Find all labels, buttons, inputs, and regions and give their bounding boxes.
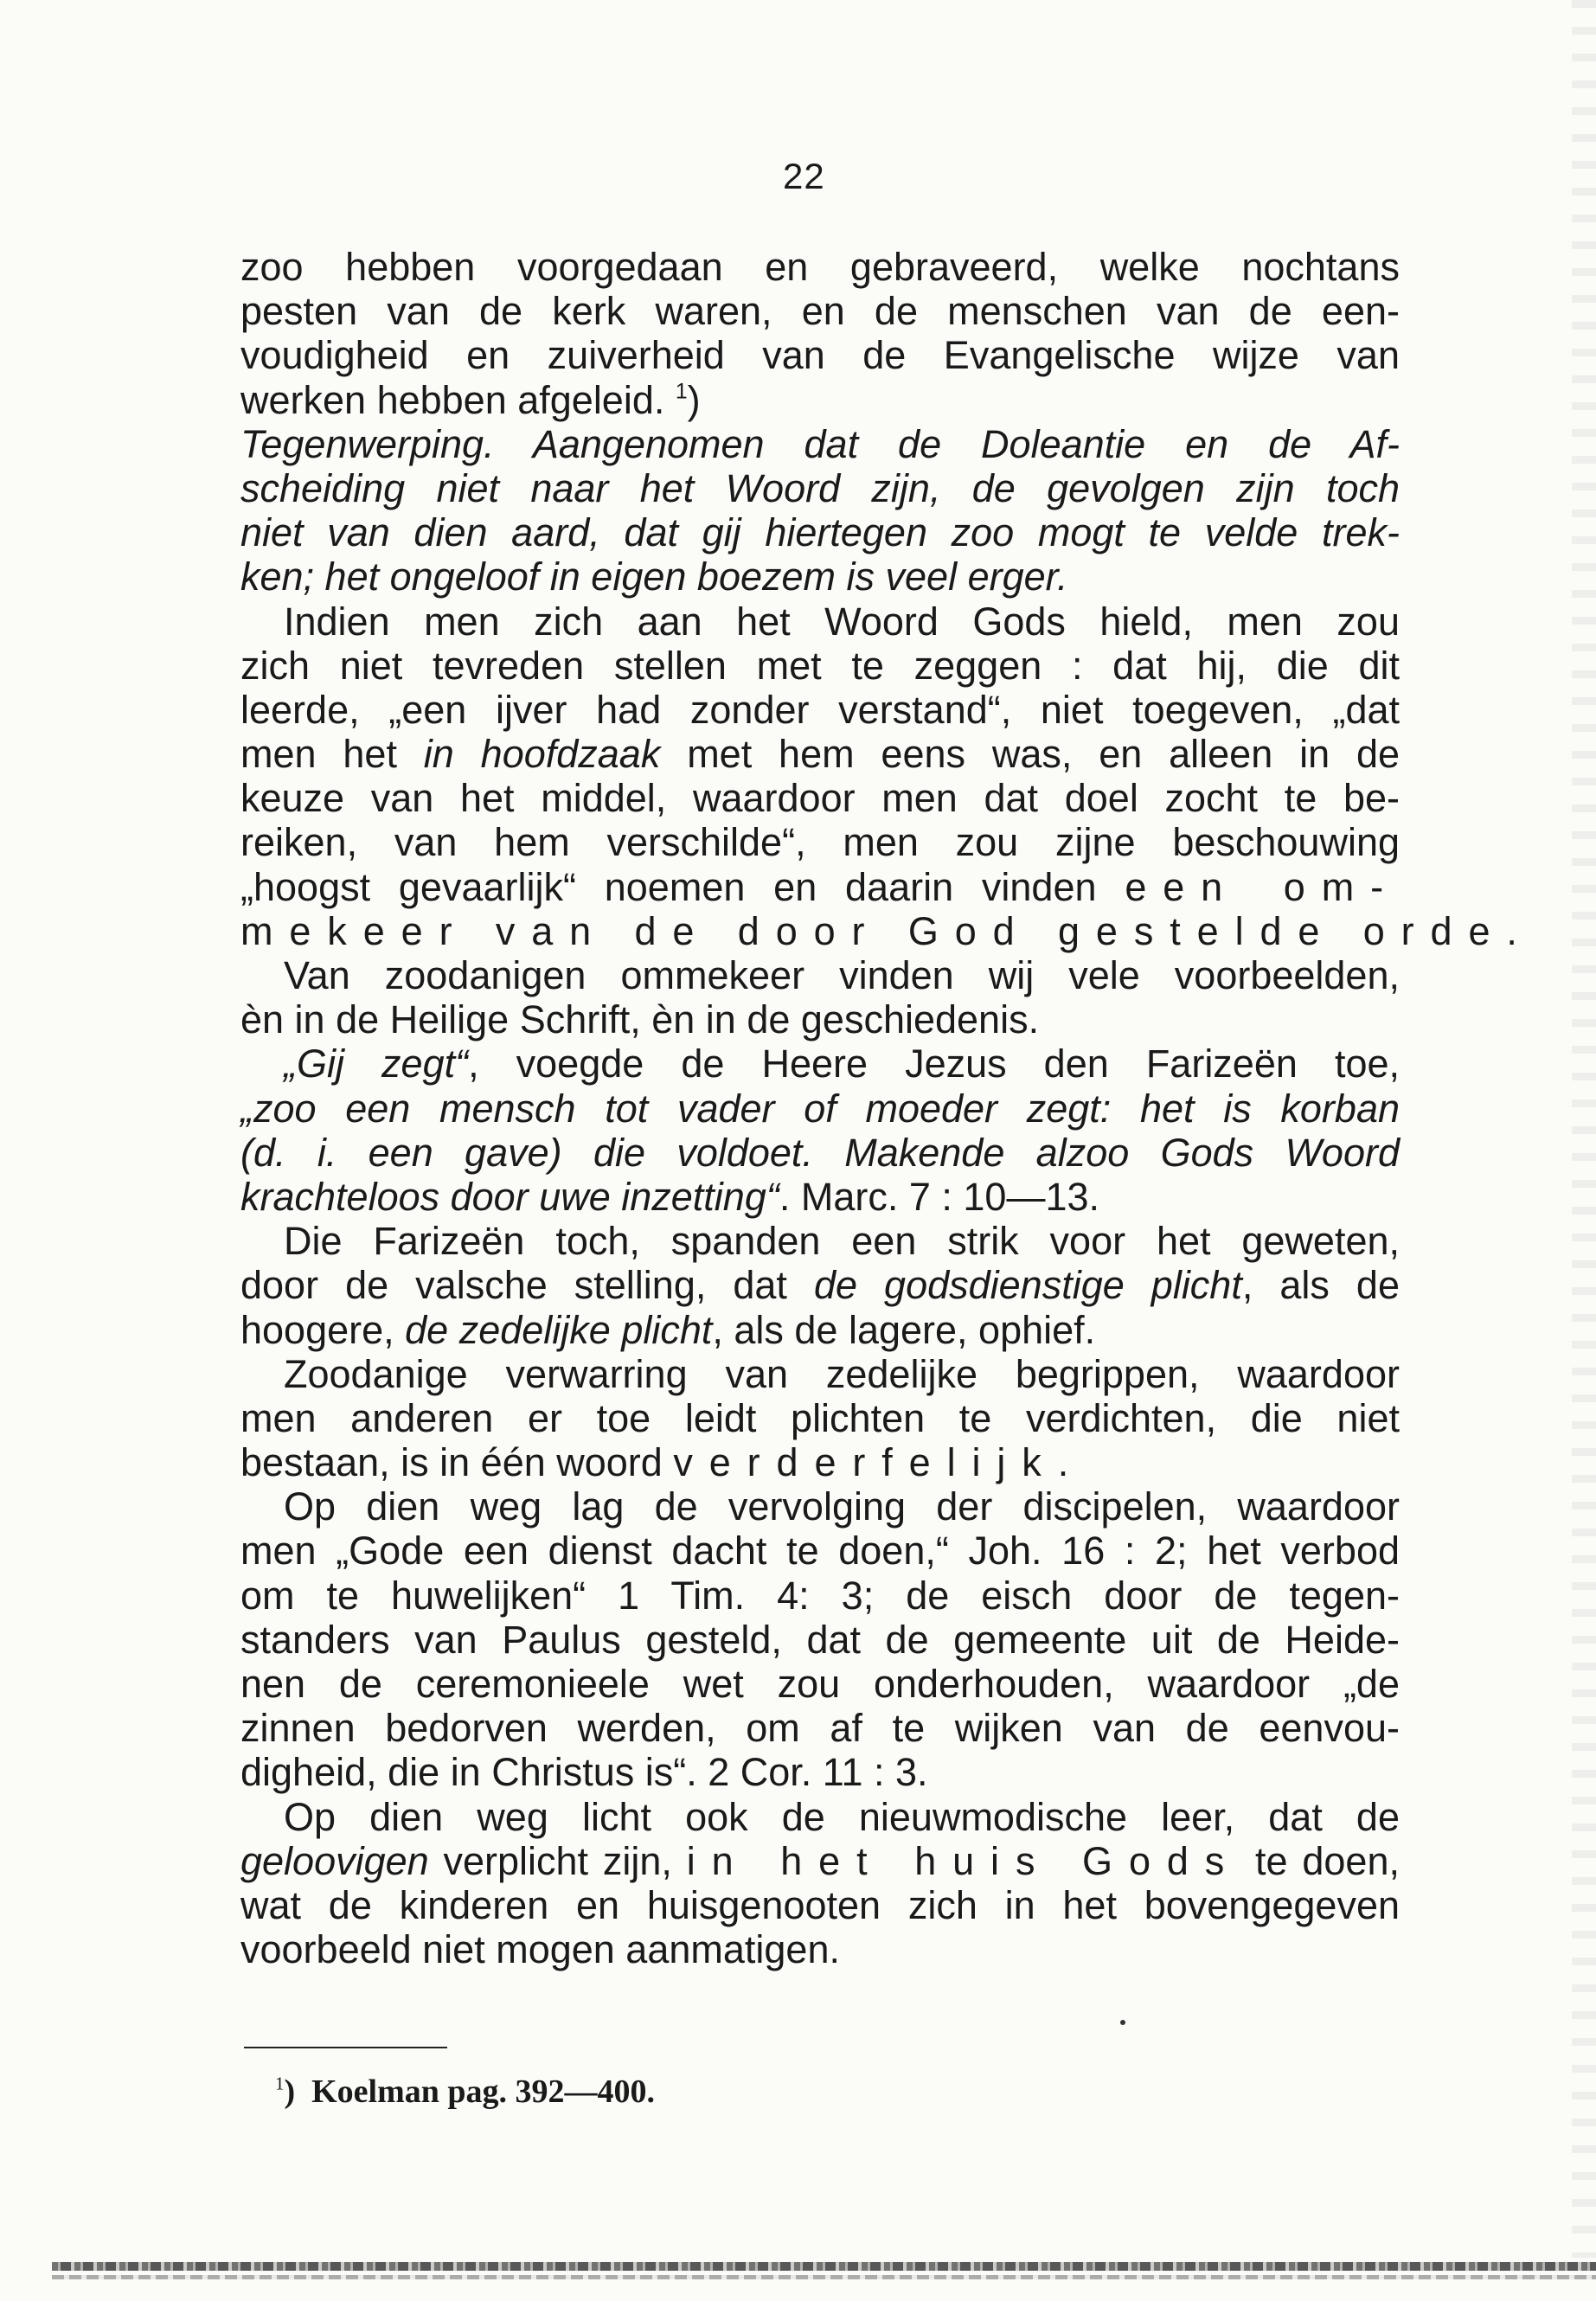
objection-line: ken; het ongeloof in eigen boezem is veel erger.: [240, 554, 1068, 599]
text-line: Op dien weg lag de vervolging der discipelen, waardoor: [284, 1484, 1400, 1529]
text-line: digheid, die in Christus is“. 2 Cor. 11 : 3.: [240, 1750, 928, 1795]
objection-line: niet van dien aard, dat gij hiertegen zoo mogt te velde trek-: [240, 510, 1400, 555]
scan-page-edge: [1572, 0, 1596, 2258]
footnote-marker: 1: [275, 2073, 285, 2094]
text-line: door de valsche stelling, dat de godsdienstige plicht, als de: [240, 1263, 1400, 1308]
quote-line: „zoo een mensch tot vader of moeder zegt: het is korban: [240, 1086, 1400, 1131]
text-line: Zoodanige verwarring van zedelijke begrippen, waardoor: [284, 1351, 1400, 1396]
text-line: keuze van het middel, waardoor men dat doel zocht te be-: [240, 776, 1400, 821]
text-line: men „Gode een dienst dacht te doen,“ Joh. 16 : 2; het verbod: [240, 1529, 1400, 1574]
quote-line: krachteloos door uwe inzetting“. Marc. 7 : 10—13.: [240, 1174, 1099, 1219]
text-line: leerde, „een ijver had zonder verstand“, niet toegeven, „dat: [240, 687, 1400, 732]
text-line: zoo hebben voorgedaan en gebraveerd, welke nochtans: [240, 245, 1400, 289]
scan-bottom-edge: [52, 2262, 1596, 2271]
text-line: èn in de Heilige Schrift, èn in de geschiedenis.: [240, 997, 1040, 1042]
text-line: Van zoodanigen ommekeer vinden wij vele voorbeelden,: [284, 953, 1400, 997]
text-line: zich niet tevreden stellen met te zeggen : dat hij, die dit: [240, 643, 1400, 688]
objection-line: scheiding niet naar het Woord zijn, de gevolgen zijn toch: [240, 465, 1400, 510]
text-line: voudigheid en zuiverheid van de Evangelische wijze van: [240, 333, 1400, 378]
text-line: Die Farizeën toch, spanden een strik voor het geweten,: [284, 1219, 1400, 1264]
text-line: standers van Paulus gesteld, dat de gemeente uit de Heide-: [240, 1617, 1400, 1662]
body-text: [240, 245, 1534, 1972]
text-line: Indien men zich aan het Woord Gods hield, men zou: [284, 599, 1400, 644]
ink-speck: [1120, 2020, 1125, 2025]
objection-line: Tegenwerping. Aangenomen dat de Doleantie en de Af-: [240, 421, 1400, 466]
text-line: nen de ceremonieele wet zou onderhouden, waardoor „de: [240, 1662, 1400, 1706]
text-line: pesten van de kerk waren, en de menschen van de een-: [240, 289, 1400, 334]
footnote: $^1$) Koelman pag. 392—400.: [275, 2073, 656, 2110]
scan-bottom-edge-shadow: [52, 2275, 1596, 2279]
page-number: 22: [783, 156, 825, 196]
text-line: wat de kinderen en huisgenooten zich in het bovengegeven: [240, 1882, 1400, 1927]
text-line: „Gij zegt“, voegde de Heere Jezus den Farizeën toe,: [284, 1042, 1401, 1086]
text-line: reiken, van hem verschilde“, men zou zijne beschouwing: [240, 820, 1400, 865]
text-line: „hoogst gevaarlijk“ noemen en daarin vinden een om-: [240, 864, 1400, 909]
text-line: zinnen bedorven werden, om af te wijken van de eenvou-: [240, 1706, 1400, 1751]
text-line: voorbeeld niet mogen aanmatigen.: [240, 1927, 840, 1972]
footnote-rule: [244, 2047, 447, 2048]
spaced-line: mekeer van de door God gestelde orde.: [240, 908, 1534, 953]
text-line: men anderen er toe leidt plichten te verdichten, die niet: [240, 1395, 1400, 1440]
footnote-ref: 1: [675, 380, 688, 404]
text-line: Op dien weg licht ook de nieuwmodische leer, dat de: [284, 1794, 1400, 1839]
text-line: werken hebben afgeleid. $^1$): [240, 377, 701, 422]
quote-line: (d. i. een gave) die voldoet. Makende alzoo Gods Woord: [240, 1130, 1400, 1175]
text-line: geloovigen verplicht zijn, in het huis Gods te doen,: [240, 1838, 1400, 1883]
text-line: om te huwelijken“ 1 Tim. 4: 3; de eisch door de tegen-: [240, 1573, 1400, 1618]
text-line: men het in hoofdzaak met hem eens was, en alleen in de: [240, 732, 1400, 777]
footnote-text: Koelman pag. 392—400.: [311, 2073, 656, 2110]
text-line: hoogere, de zedelijke plicht, als de lagere, ophief.: [240, 1307, 1096, 1352]
text-line: bestaan, is in één woord verderfelijk.: [240, 1440, 1086, 1485]
